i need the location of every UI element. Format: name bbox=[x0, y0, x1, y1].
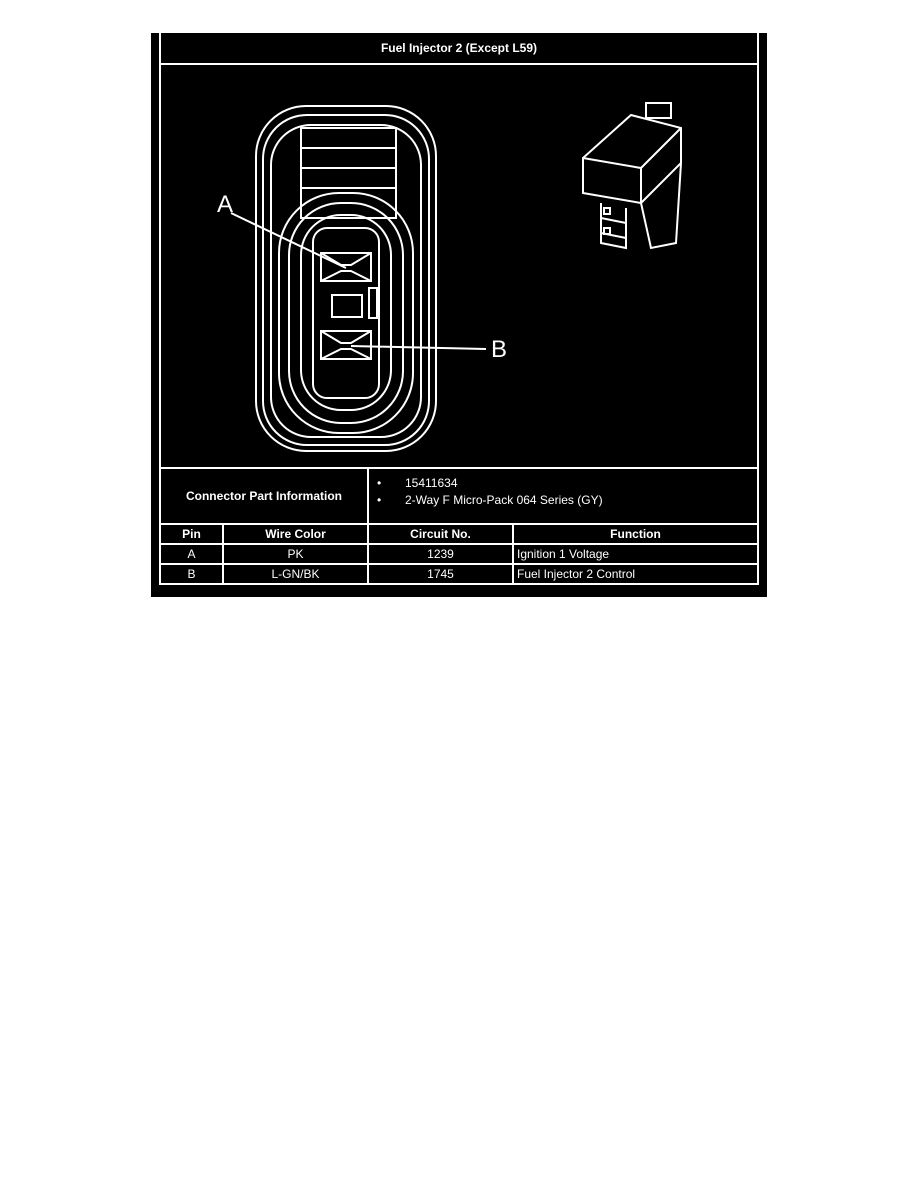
connector-info-values bbox=[367, 467, 759, 525]
row-a-circuit: 1239 bbox=[367, 543, 514, 565]
part-number: • 15411634 bbox=[369, 475, 603, 492]
header-function: Function bbox=[512, 523, 759, 545]
row-a-function: Ignition 1 Voltage bbox=[512, 543, 759, 565]
row-a-wire-color: PK bbox=[222, 543, 369, 565]
diagram-title: Fuel Injector 2 (Except L59) bbox=[159, 33, 759, 65]
pin-label-a: A bbox=[217, 191, 234, 218]
header-circuit: Circuit No. bbox=[367, 523, 514, 545]
header-pin: Pin bbox=[159, 523, 224, 545]
connector-info-label: Connector Part Information bbox=[159, 467, 369, 525]
connector-3d-view bbox=[583, 103, 681, 248]
row-a-pin: A bbox=[159, 543, 224, 565]
row-b-circuit: 1745 bbox=[367, 563, 514, 585]
row-b-function: Fuel Injector 2 Control bbox=[512, 563, 759, 585]
row-b-wire-color: L-GN/BK bbox=[222, 563, 369, 585]
connector-face-drawing bbox=[151, 33, 767, 473]
connector-series: • 2-Way F Micro-Pack 064 Series (GY) bbox=[369, 492, 603, 509]
connector-diagram-frame bbox=[151, 33, 767, 597]
header-wire-color: Wire Color bbox=[222, 523, 369, 545]
row-b-pin: B bbox=[159, 563, 224, 585]
pin-label-b: B bbox=[491, 336, 508, 363]
